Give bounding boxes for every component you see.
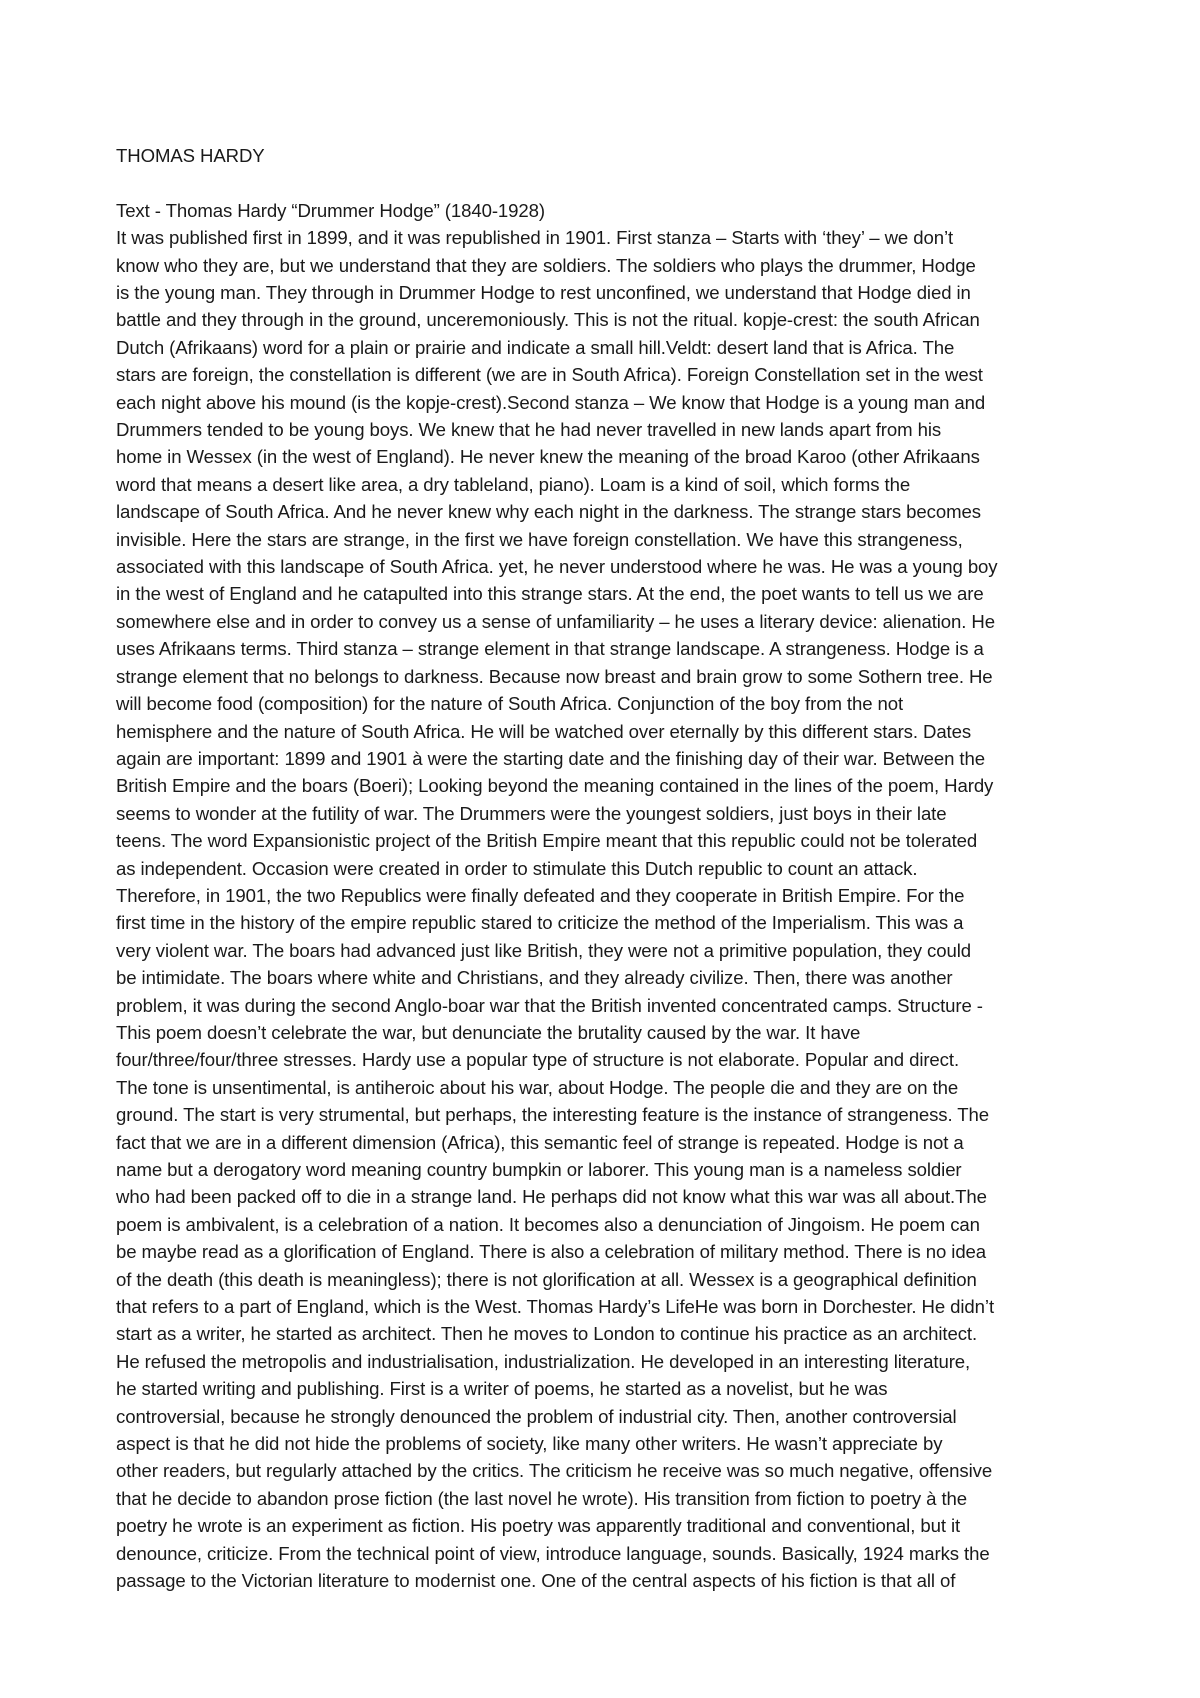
text-line: in the west of England and he catapulted into this strange stars. At the end, the poet wants to tell us we are — [116, 583, 984, 605]
text-line: will become food (composition) for the nature of South Africa. Conjunction of the boy from the not — [116, 693, 904, 715]
document-title: THOMAS HARDY — [116, 145, 265, 166]
text-line: teens. The word Expansionistic project of the British Empire meant that this republic could not be tolerated — [116, 830, 978, 852]
text-line: fact that we are in a different dimension (Africa), this semantic feel of strange is repeated. Hodge is not a — [116, 1131, 964, 1153]
text-line: He refused the metropolis and industrialisation, industrialization. He developed in an interesting literature, — [116, 1350, 971, 1372]
text-line: be maybe read as a glorification of England. There is also a celebration of military method. There is no idea — [116, 1241, 987, 1263]
text-line: poetry he wrote is an experiment as fiction. His poetry was apparently traditional and conventional, but it — [116, 1515, 961, 1537]
text-line: again are important: 1899 and 1901 à were the starting date and the finishing day of their war. Between the — [116, 747, 985, 769]
text-line: somewhere else and in order to convey us a sense of unfamiliarity – he uses a literary device: alienation. He — [116, 610, 995, 632]
text-line: name but a derogatory word meaning country bumpkin or laborer. This young man is a nameless soldier — [116, 1159, 962, 1181]
text-line: start as a writer, he started as architect. Then he moves to London to continue his practice as an architect. — [116, 1323, 978, 1345]
text-line: Text - Thomas Hardy “Drummer Hodge” (1840-1928) — [116, 199, 545, 221]
text-line: landscape of South Africa. And he never knew why each night in the darkness. The strange stars becomes — [116, 501, 981, 523]
text-line: Dutch (Afrikaans) word for a plain or prairie and indicate a small hill.Veldt: desert land that is Africa. The — [116, 336, 955, 358]
text-line: first time in the history of the empire republic stared to criticize the method of the Imperialism. This was a — [116, 912, 964, 934]
text-line: as independent. Occasion were created in order to stimulate this Dutch republic to count an attack. — [116, 857, 918, 879]
text-line: be intimidate. The boars where white and Christians, and they already civilize. Then, there was another — [116, 967, 953, 989]
text-line: British Empire and the boars (Boeri); Looking beyond the meaning contained in the lines of the poem, Hardy — [116, 775, 994, 797]
text-line: seems to wonder at the futility of war. The Drummers were the youngest soldiers, just boys in their late — [116, 802, 947, 824]
text-line: home in Wessex (in the west of England). He never knew the meaning of the broad Karoo (other Afrikaans — [116, 446, 980, 468]
text-line: four/three/four/three stresses. Hardy use a popular type of structure is not elaborate. Popular and direct. — [116, 1049, 960, 1071]
text-line: The tone is unsentimental, is antiheroic about his war, about Hodge. The people die and they are on the — [116, 1076, 959, 1098]
text-line: other readers, but regularly attached by the critics. The criticism he receive was so much negative, offensive — [116, 1460, 993, 1482]
text-line: Drummers tended to be young boys. We knew that he had never travelled in new lands apart from his — [116, 419, 942, 441]
text-line: poem is ambivalent, is a celebration of a nation. It becomes also a denunciation of Jingoism. He poem can — [116, 1213, 980, 1235]
text-line: that he decide to abandon prose fiction (the last novel he wrote). His transition from fiction to poetry à the — [116, 1487, 967, 1509]
text-line: word that means a desert like area, a dry tableland, piano). Loam is a kind of soil, which forms the — [116, 473, 911, 495]
text-line: associated with this landscape of South Africa. yet, he never understood where he was. He was a young boy — [116, 556, 998, 578]
text-line: each night above his mound (is the kopje-crest).Second stanza – We know that Hodge is a young man and — [116, 391, 986, 413]
text-line: passage to the Victorian literature to modernist one. One of the central aspects of his fiction is that all of — [116, 1570, 956, 1592]
text-line: It was published first in 1899, and it was republished in 1901. First stanza – Starts with ‘they’ – we don’t — [116, 227, 954, 249]
text-line: ground. The start is very strumental, but perhaps, the interesting feature is the instance of strangeness. The — [116, 1104, 990, 1126]
text-line: is the young man. They through in Drummer Hodge to rest unconfined, we understand that Hodge died in — [116, 282, 971, 304]
text-line: hemisphere and the nature of South Africa. He will be watched over eternally by this different stars. Dates — [116, 720, 972, 742]
text-line: who had been packed off to die in a strange land. He perhaps did not know what this war was all about.The — [116, 1186, 987, 1208]
text-line: Therefore, in 1901, the two Republics were finally defeated and they cooperate in British Empire. For the — [116, 884, 965, 906]
text-line: problem, it was during the second Anglo-boar war that the British invented concentrated camps. Structure - — [116, 994, 983, 1016]
text-line: stars are foreign, the constellation is different (we are in South Africa). Foreign Constellation set in the west — [116, 364, 983, 386]
text-line: strange element that no belongs to darkness. Because now breast and brain grow to some Sothern tree. He — [116, 665, 993, 687]
text-line: denounce, criticize. From the technical point of view, introduce language, sounds. Basically, 1924 marks the — [116, 1542, 990, 1564]
document-body — [116, 142, 1076, 1595]
text-line: invisible. Here the stars are strange, in the first we have foreign constellation. We have this strangeness, — [116, 528, 963, 550]
text-line: he started writing and publishing. First is a writer of poems, he started as a novelist, but he was — [116, 1378, 888, 1400]
text-line: very violent war. The boars had advanced just like British, they were not a primitive population, they could — [116, 939, 971, 961]
text-line: uses Afrikaans terms. Third stanza – strange element in that strange landscape. A strangeness. Hodge is a — [116, 638, 984, 660]
text-line: that refers to a part of England, which is the West. Thomas Hardy’s LifeHe was born in Dorchester. He didn’t — [116, 1296, 995, 1318]
text-line: This poem doesn’t celebrate the war, but denunciate the brutality caused by the war. It have — [116, 1021, 861, 1043]
text-line: of the death (this death is meaningless); there is not glorification at all. Wessex is a geographical definition — [116, 1268, 977, 1290]
text-block — [116, 197, 1076, 1595]
text-line: battle and they through in the ground, unceremoniously. This is not the ritual. kopje-crest: the south African — [116, 309, 980, 331]
text-line: know who they are, but we understand that they are soldiers. The soldiers who plays the drummer, Hodge — [116, 254, 976, 276]
text-line: controversial, because he strongly denounced the problem of industrial city. Then, another controversial — [116, 1405, 957, 1427]
text-line: aspect is that he did not hide the problems of society, like many other writers. He wasn’t appreciate by — [116, 1433, 943, 1455]
